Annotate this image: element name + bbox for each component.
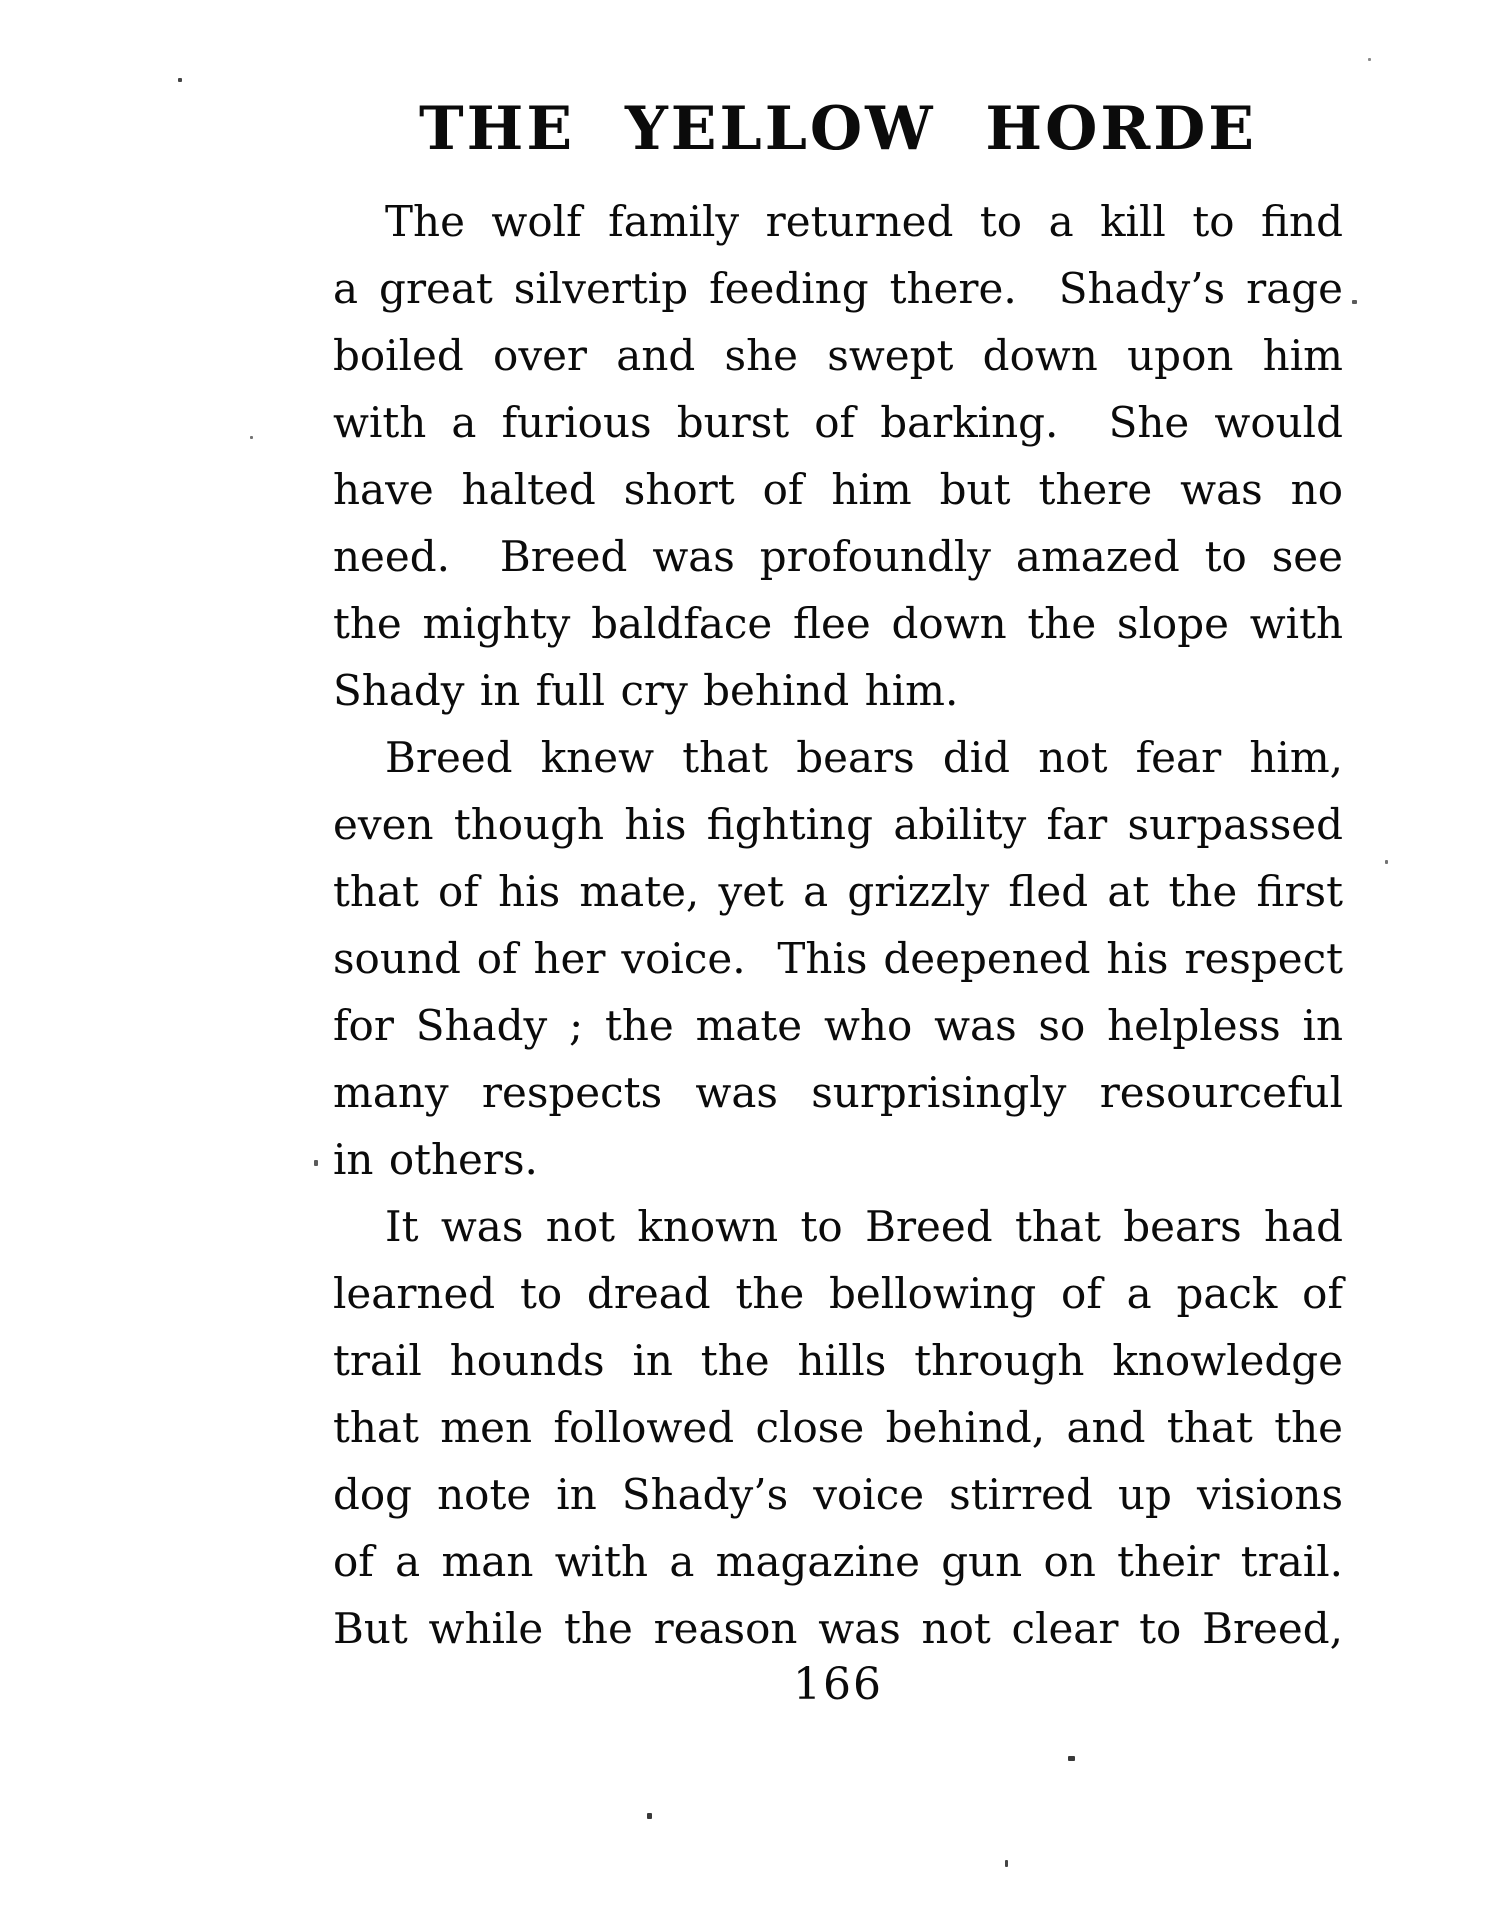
body-text [333,188,1343,1662]
scan-speck [1005,1860,1008,1867]
scan-speck [178,78,182,82]
text-line: of a man with a magazine gun on their trail. [333,1537,1343,1586]
text-line: that men followed close behind, and that the [333,1403,1343,1452]
text-line: sound of her voice. This deepened his respect [333,934,1343,983]
text-line: for Shady ; the mate who was so helpless in [333,1001,1343,1050]
text-line: Breed knew that bears did not fear him, [385,733,1343,782]
text-line: dog note in Shady’s voice stirred up visions [333,1470,1343,1519]
text-line: boiled over and she swept down upon him [333,331,1343,380]
text-line: have halted short of him but there was no [333,465,1343,514]
text-line: with a furious burst of barking. She would [333,398,1343,447]
text-line: trail hounds in the hills through knowledge [333,1336,1343,1385]
text-line: in others. [333,1135,538,1184]
text-line: need. Breed was profoundly amazed to see [333,532,1343,581]
text-line: even though his fighting ability far surpassed [333,800,1343,849]
scan-speck [1385,860,1388,864]
text-line: The wolf family returned to a kill to find [385,197,1343,246]
text-line: many respects was surprisingly resourceful [333,1068,1343,1117]
scan-speck [1368,58,1371,61]
page-title: THE YELLOW HORDE [418,94,1258,164]
text-line: Shady in full cry behind him. [333,666,959,715]
scan-speck [250,436,253,439]
scan-speck [314,1160,318,1166]
text-line: But while the reason was not clear to Breed, [333,1604,1343,1653]
text-line: learned to dread the bellowing of a pack of [333,1269,1343,1318]
scan-speck [1068,1756,1075,1761]
text-line: the mighty baldface flee down the slope with [333,599,1343,648]
text-line: It was not known to Breed that bears had [385,1202,1343,1251]
page-number: 166 [793,1659,883,1710]
scan-speck [647,1813,652,1819]
scan-speck [1352,300,1357,304]
text-line: that of his mate, yet a grizzly fled at the first [333,867,1343,916]
text-line: a great silvertip feeding there. Shady’s rage [333,264,1343,313]
